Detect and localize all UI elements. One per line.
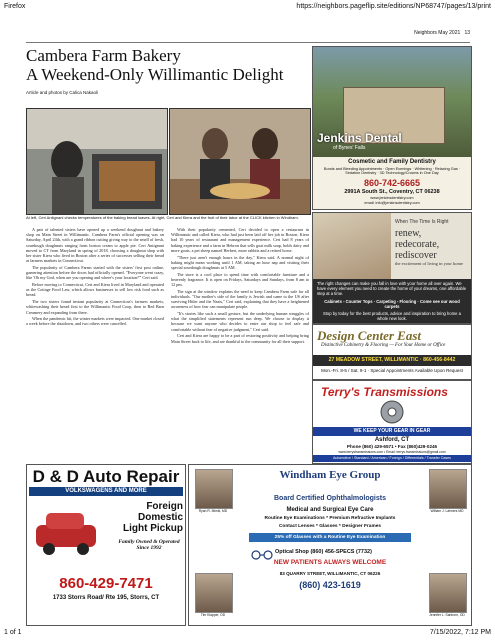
page-number: 13: [464, 30, 470, 36]
print-datetime: 7/15/2022, 7:12 PM: [429, 629, 491, 636]
doctor-photo: [429, 469, 467, 509]
doctor-name: Ryan R. Mimik, MD: [198, 509, 228, 513]
ad-terrys-transmissions[interactable]: [312, 380, 472, 464]
ad-dd-auto-repair[interactable]: [26, 464, 186, 626]
page-counter: 1 of 1: [4, 629, 22, 636]
paragraph: The popularity of Cambera Farms started with the sisters' first post online, garnering attention before the doors had officially opened. "Everyone went crazy, like 'Oh my God, when are you opening and where's your location?'" Ceri said.: [26, 264, 164, 281]
paragraph: Ceri and Kiera are happy to be a part of restoring positivity and helping bring Main Street back to life, and are thankful to the community for all their support.: [171, 333, 309, 344]
app-name: Firefox: [4, 3, 26, 10]
ad-subname: of Bynes' Falls: [333, 145, 366, 151]
paragraph: With their popularity cemented, Ceri decided to open a restaurant in Willimantic and called Kiera, who had just been laid off her job in Boston. Kiera had 10 years of restaurant and management experience. Ceri had 8 years of baking experience and a farm in Hebron that sells goat milk soap, holds dairy and more goats, a pet sheep named Herbert, more rabbits and a retired horse.: [171, 227, 309, 253]
ad-body: The right changes can make you fall in love with your home all over again. We have every element you need to create the home of your dreams, one affordable step at a time.: [317, 281, 467, 297]
paragraph: "It's stories like such a small gesture, but the underlying human struggles of what the simplified statements represent run deep. We choose to display it because we want anyone who decides to enter our shop to feel safe and comfortable without fear of negative judgment," Ceri said.: [171, 311, 309, 332]
ad-address: 83 QUARRY STREET, WILLIMANTIC, CT 06226: [279, 571, 381, 576]
title-line-1: Cambera Farm Bakery: [26, 46, 181, 65]
ad-vehicle-types: [105, 501, 183, 534]
ad-renew-redecorate[interactable]: [312, 212, 472, 324]
ad-hours: Mon.-Fri. 8-5 / Sat. 9-1 · Special Appointments Available Upon Request: [321, 368, 463, 373]
type-domestic: Domestic: [137, 512, 183, 523]
ad-logo: Design Center East: [317, 328, 422, 343]
ad-email[interactable]: email: info@jenkinsdentistry.com: [364, 201, 420, 205]
type-foreign: Foreign: [146, 501, 183, 512]
ad-logo: Terry's Transmissions: [321, 385, 448, 399]
newspaper-page: [26, 30, 470, 628]
doctor-photo: [429, 573, 467, 613]
doctor-name: Tim Klapper, OD: [200, 613, 226, 617]
photo-bakery-oven: [26, 108, 168, 215]
ad-new-patients: NEW PATIENTS ALWAYS WELCOME: [273, 559, 387, 566]
byline: Article and photos by Calica Nakaoli: [26, 90, 99, 95]
doctor-name: Jennifer L. Sanborn, OD: [429, 613, 465, 617]
type-light-pickup: Light Pickup: [123, 523, 183, 534]
ad-owned: Family Owned & Operated Since 1992: [118, 539, 180, 551]
paragraph: A pair of talented sisters have opened up a weekend doughnut and bakery shop on Main Street in Willimantic. Cambera Farm's official opening was on Saturday, April 24th, with a grand ribbon cutting giving way to the smell of fresh, sourdough doughnuts ranging from boston cream to apple pie. Ceri Antignani moved to CT from Maryland in spring of 2018, choosing a doughnut shop with her sister Kiera who lived in Boston after a series of successes selling their bread at farmers markets in Connecticut.: [26, 227, 164, 264]
word-renew: renew,: [395, 228, 422, 239]
ad-band: [313, 279, 471, 323]
photo-sisters: [169, 108, 311, 215]
ad-offer: 25% off Glasses with a Routine Eye Examination: [249, 533, 411, 542]
paragraph: The two sisters found instant popularity at Connecticut's farmers markets, whitewashing their bread first to the Willimantic Food Coop, then to Red Barn Creamery and expanding from there.: [26, 299, 164, 315]
doctor-photo: [195, 573, 233, 613]
ad-phone: (860) 423-1619: [299, 580, 361, 590]
ad-city: Ashford, CT: [374, 437, 410, 443]
ad-logo: Windham Eye Group: [279, 469, 381, 481]
ad-phone: 860-742-6665: [363, 178, 421, 188]
car-icon: [31, 501, 101, 561]
ad-website[interactable]: www.jenkinsdentistry.com: [370, 196, 414, 200]
issue-label: Neighbors May 2021: [414, 30, 461, 36]
ad-headline: [395, 217, 463, 266]
photo-image: [170, 109, 310, 214]
ad-routine: Routine Eye Examinations * Premium Refractive Implants: [264, 516, 396, 521]
ad-address: 27 MEADOW STREET, WILLIMANTIC · 860-456-8442: [313, 355, 471, 366]
paragraph: The store is a cool place to spend time with comfortable furniture and a heavenly fragrance. It is open on Fridays, Saturdays and Sundays, from 8 am to 12 pm.: [171, 271, 309, 288]
ad-slogan: WE KEEP YOUR GEAR IN GEAR: [313, 427, 471, 436]
ad-website[interactable]: www.terrystransmissions.com • Email: terrys.transmissions@gmail.com: [338, 450, 446, 454]
ad-certified: Board Certified Ophthalmologists: [273, 495, 386, 502]
photo-caption: At left, Ceri Antignani checks temperatures of the baking bread loaves. At right, Ceri and Kiera and the fruit of their labor at the CLICK kitchen in Windham.: [26, 215, 299, 220]
article-column-2: [171, 227, 309, 345]
ad-banner: VOLKSWAGENS AND MORE: [29, 487, 183, 496]
services-list: Bonds and Bleeding Appointments · Open Evenings · Whitening · Relaxing Gas · Sedation Dentistry · 3D Technology/Crowns in One Day: [323, 167, 461, 175]
ad-address: 1733 Storrs Road/ Rte 195, Storrs, CT: [52, 595, 160, 601]
paragraph: When the pandemic hit, the winter markets were impacted. One market closed a week before the shutdown, and two others were cancelled.: [26, 316, 164, 327]
article-column-1: [26, 227, 164, 328]
photo-image: [27, 109, 167, 214]
print-header: [0, 0, 495, 14]
page-url[interactable]: https://neighbors.pageflip.site/editions/NP68747/pages/13/print: [296, 3, 491, 10]
ad-jenkins-dental[interactable]: [312, 46, 472, 210]
ad-optical: Optical Shop (860) 456-SPECS (7732): [275, 549, 372, 555]
title-line-2: A Weekend-Only Willimantic Delight: [26, 65, 284, 84]
doctor-photo: [195, 469, 233, 509]
paragraph: "There just aren't enough hours in the day," Kiera said. A normal night of baking might mean working until 1 AM, taking an hour nap and visiting their special sourdough doughnuts at 5 AM.: [171, 254, 309, 270]
ad-tagline: Distinctive Cabinetry & Flooring — For Your Home or Office: [321, 343, 446, 348]
paragraph: The sign at the window explains the need to keep Cambera Farm safe for all individuals. "Our mother's side of the family is Jewish and came to the US after surviving Hitler and the Nazis," Ceri said, explaining that they have a heightened awareness of how fear can manipulate people.: [171, 288, 309, 310]
gear-icon: [375, 399, 409, 425]
article-title: [26, 46, 316, 84]
ad-name: Jenkins Dental: [317, 131, 402, 145]
masthead: [26, 30, 470, 43]
ad-photo-kitchen: [313, 213, 391, 281]
ad-medical: Medical and Surgical Eye Care: [286, 507, 374, 513]
tagline: the excitement of living in your home: [395, 261, 463, 266]
ad-windham-eye-group[interactable]: [188, 464, 472, 626]
word-rediscover: rediscover: [395, 250, 437, 261]
ad-design-center-east[interactable]: [312, 324, 472, 380]
services-title: Cosmetic and Family Dentistry: [348, 159, 436, 165]
lead: When The Time Is Right: [395, 219, 449, 225]
ad-services: Automotive / Standard / American / Foreign / Differentials / Transfer Cases: [313, 455, 471, 462]
word-redecorate: redecorate,: [395, 239, 440, 250]
ad-cta: Stop by today for the best products, advice and inspiration to bring home a whole new look.: [322, 311, 462, 322]
ad-address: 2991A South St., Coventry, CT 06238: [344, 189, 440, 195]
doctor-name: William J. Lahners MD: [430, 509, 464, 513]
ad-lenses: Contact Lenses * Glasses * Designer Frames: [278, 524, 382, 529]
paragraph: Before moving to Connecticut, Ceri and Kiera lived in Maryland and operated as the Cottage Food Law, which allows businesses to sell low risk food such as bread.: [26, 282, 164, 298]
ad-name: D & D Auto Repair: [32, 467, 180, 486]
ad-phone: 860-429-7471: [59, 575, 153, 592]
ad-list: Cabinets - Counter Tops · Carpeting - Flooring · Come see our wood carpets: [324, 298, 460, 309]
ad-phone: Phone (860) 429-6571 • Fax (860)429-0246: [346, 444, 438, 449]
